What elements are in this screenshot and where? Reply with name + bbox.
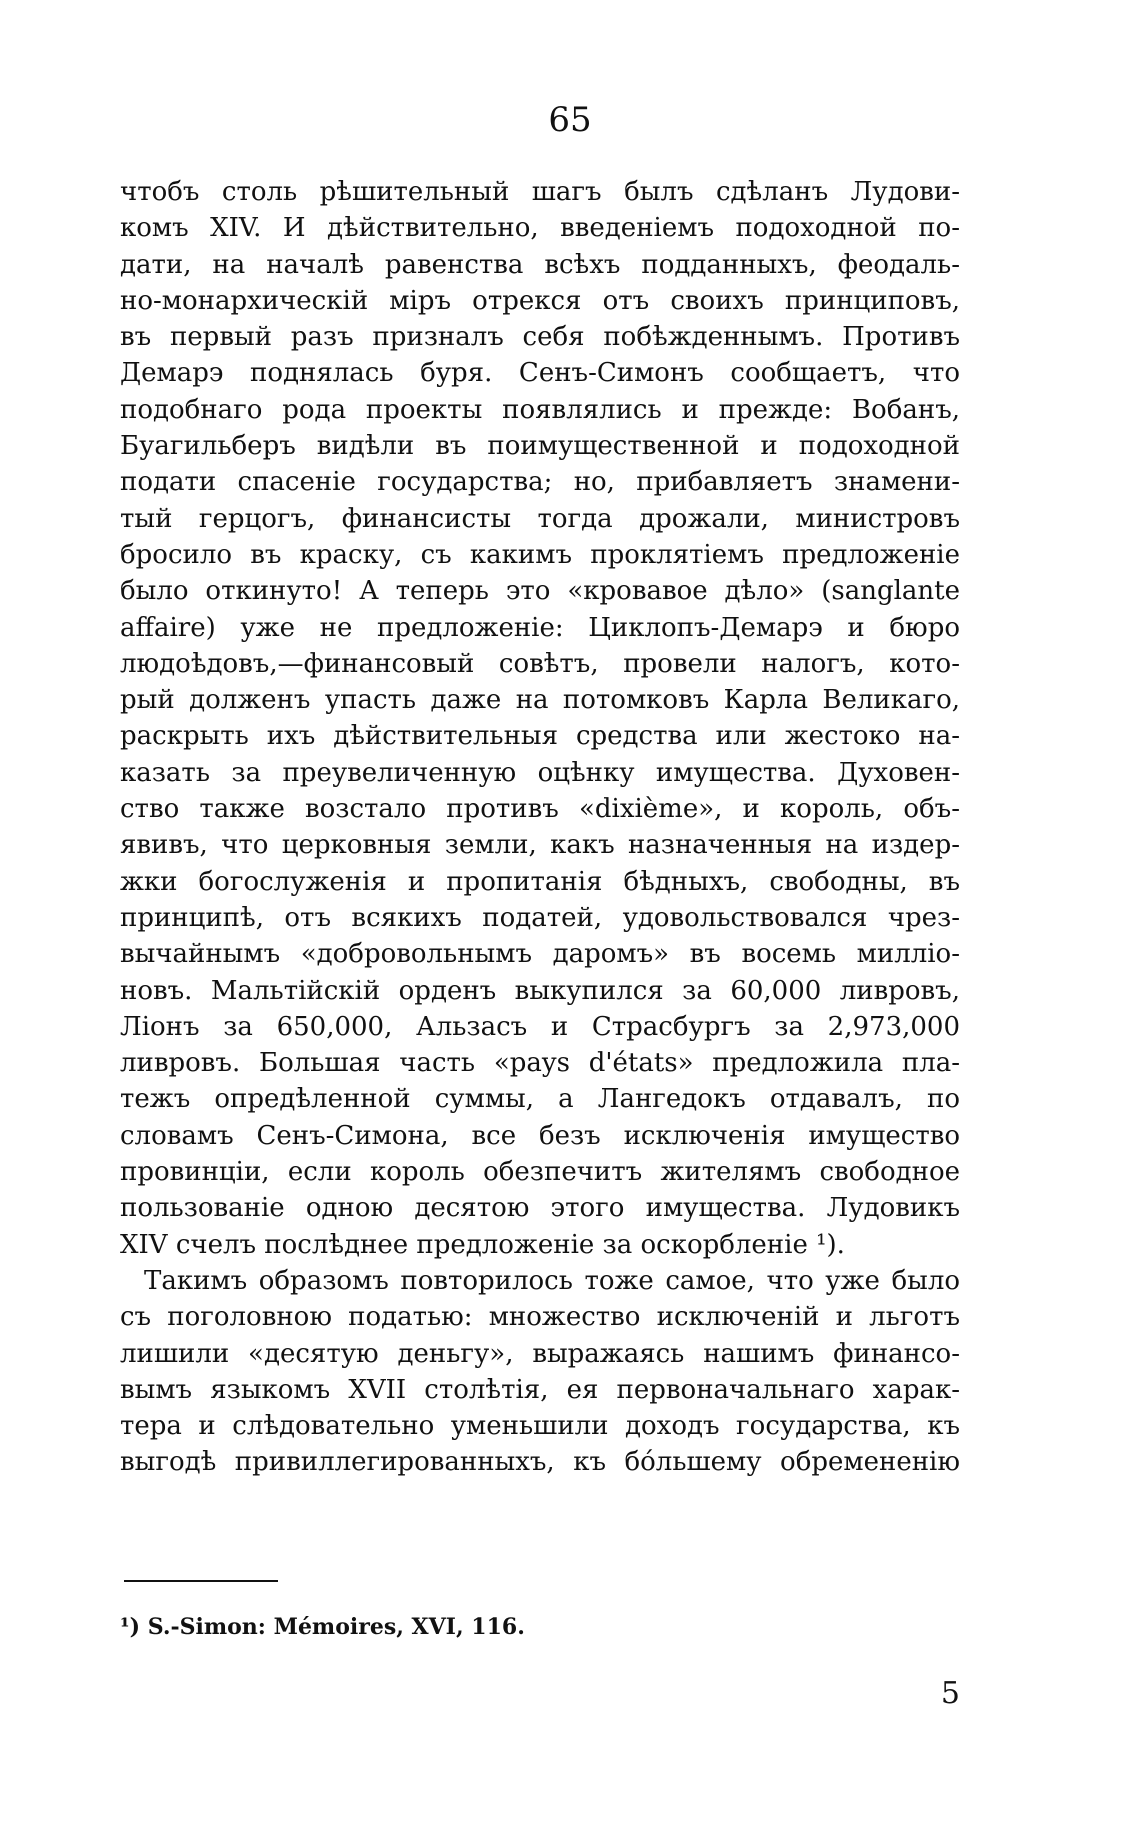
text-line: людоѣдовъ,—финансовый совѣтъ, провели налогъ, кото-	[120, 648, 960, 679]
text-line: чтобъ столь рѣшительный шагъ былъ сдѣланъ Лудови-	[120, 177, 960, 207]
text-line: бросило въ краску, съ какимъ проклятіемъ предложеніе	[120, 539, 960, 570]
text-line: Ліонъ за 650,000, Альзасъ и Страсбургъ за 2,973,000	[120, 1011, 960, 1042]
text-line: принципѣ, отъ всякихъ податей, удовольствовался чрез-	[120, 902, 960, 933]
text-line: словамъ Сенъ-Симона, все безъ исключенія имущество	[120, 1120, 960, 1151]
footnote-rule	[124, 1580, 278, 1582]
text-line: новъ. Мальтійскій орденъ выкупился за 60,000 ливровъ,	[120, 975, 960, 1006]
text-line: явивъ, что церковныя земли, какъ назначенныя на издер-	[120, 830, 960, 861]
text-line: выгодѣ привиллегированныхъ, къ бóльшему обремененію	[120, 1447, 960, 1478]
text-line: но-монархическій міръ отрекся отъ своихъ принциповъ,	[120, 285, 960, 316]
text-line: подати спасеніе государства; но, прибавляетъ знамени-	[120, 467, 960, 498]
signature-mark: 5	[940, 1676, 960, 1711]
text-line: комъ XIV. И дѣйствительно, введеніемъ подоходной по-	[120, 213, 960, 244]
text-line: вычайнымъ «добровольнымъ даромъ» въ восемь милліо-	[120, 939, 960, 970]
page-number: 65	[548, 100, 592, 140]
footnote-marker: ¹)	[120, 1614, 141, 1640]
text-line: пользованіе одною десятою этого имущества. Лудовикъ	[120, 1193, 960, 1224]
text-line: ливровъ. Большая часть «pays d'états» предложила пла-	[120, 1048, 960, 1079]
text-line: тежъ опредѣленной суммы, а Лангедокъ отдавалъ, по	[120, 1084, 960, 1115]
text-line: вымъ языкомъ XVII столѣтія, ея первоначальнаго харак-	[120, 1374, 960, 1405]
text-line: съ поголовною податью: множество исключеній и льготъ	[120, 1302, 960, 1333]
text-line: казать за преувеличенную оцѣнку имущества. Духовен-	[120, 757, 960, 788]
text-line: подобнаго рода проекты появлялись и прежде: Вобанъ,	[120, 394, 960, 425]
text-line: Демарэ поднялась буря. Сенъ-Симонъ сообщаетъ, что	[120, 358, 960, 389]
text-line: Буагильберъ видѣли въ поимущественной и подоходной	[120, 431, 960, 462]
text-line: Такимъ образомъ повторилось тоже самое, что уже было	[144, 1265, 960, 1296]
text-line: въ первый разъ призналъ себя побѣжденнымъ. Противъ	[120, 322, 960, 353]
text-line: XIV счелъ послѣднее предложеніе за оскорбленіе ¹).	[120, 1229, 845, 1260]
text-line: рый долженъ упасть даже на потомковъ Карла Великаго,	[120, 685, 960, 716]
text-line: раскрыть ихъ дѣйствительныя средства или жестоко на-	[120, 721, 960, 752]
main-text	[120, 174, 960, 1481]
text-line: жки богослуженія и пропитанія бѣдныхъ, свободны, въ	[120, 866, 960, 897]
text-line: дати, на началѣ равенства всѣхъ подданныхъ, феодаль-	[120, 249, 960, 280]
text-line: провинціи, если король обезпечитъ жителямъ свободное	[120, 1157, 960, 1188]
footnote	[120, 1612, 960, 1642]
footnote-text: S.-Simon: Mémoires, XVI, 116.	[147, 1614, 525, 1640]
text-line: тера и слѣдовательно уменьшили доходъ государства, къ	[120, 1411, 960, 1442]
text-line: ство также возстало противъ «dixième», и король, объ-	[120, 794, 960, 825]
text-line: тый герцогъ, финансисты тогда дрожали, министровъ	[120, 503, 960, 534]
text-line: было откинуто! А теперь это «кровавое дѣло» (sanglante	[120, 576, 960, 607]
text-line: affaire) уже не предложеніе: Циклопъ-Демарэ и бюро	[120, 612, 960, 643]
text-line: лишили «десятую деньгу», выражаясь нашимъ финансо-	[120, 1338, 960, 1369]
